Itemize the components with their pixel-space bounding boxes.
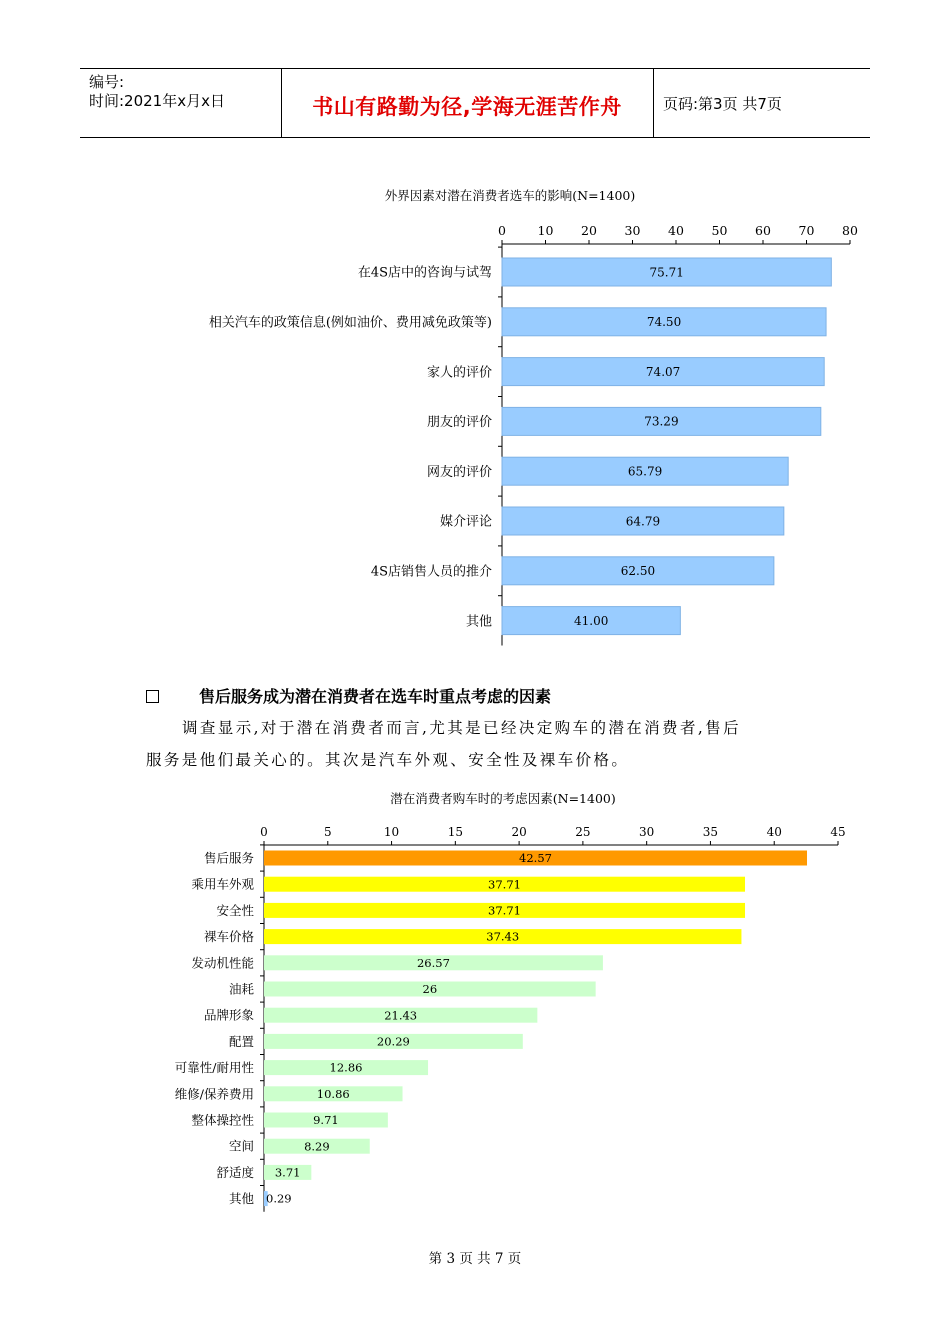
x-tick-label: 45 xyxy=(830,825,846,839)
motto: 书山有路勤为径,学海无涯苦作舟 xyxy=(312,95,622,119)
chart2-title: 潜在消费者购车时的考虑因素(N=1400) xyxy=(390,791,616,806)
chart1-title: 外界因素对潜在消费者选车的影响(N=1400) xyxy=(384,188,636,203)
data-label: 42.57 xyxy=(519,851,552,866)
page-label: 页码:第3页 共7页 xyxy=(663,95,782,113)
section-heading-text: 售后服务成为潜在消费者在选车时重点考虑的因素 xyxy=(199,687,552,706)
data-label: 20.29 xyxy=(376,1034,410,1049)
data-label: 3.71 xyxy=(274,1165,301,1180)
time-label: 时间:2021年x月x日 xyxy=(89,92,225,110)
category-label: 售后服务 xyxy=(203,850,254,866)
data-label: 0.29 xyxy=(266,1191,292,1206)
category-label: 相关汽车的政策信息(例如油价、费用减免政策等) xyxy=(208,315,492,331)
category-label: 维修/保养费用 xyxy=(174,1086,254,1102)
x-tick-label: 20 xyxy=(581,223,597,238)
category-label: 裸车价格 xyxy=(203,929,254,945)
x-tick-label: 30 xyxy=(624,223,641,238)
x-tick-label: 25 xyxy=(575,825,591,839)
number-label: 编号: xyxy=(89,73,125,91)
category-label: 其他 xyxy=(228,1191,254,1207)
category-label: 安全性 xyxy=(216,902,254,918)
category-label: 配置 xyxy=(228,1033,254,1049)
category-label: 发动机性能 xyxy=(191,955,254,971)
data-label: 26.57 xyxy=(416,955,450,970)
category-label: 空间 xyxy=(228,1138,254,1154)
category-label: 乘用车外观 xyxy=(191,876,254,892)
data-label: 75.71 xyxy=(649,265,684,280)
data-label: 65.79 xyxy=(627,464,663,479)
data-label: 62.50 xyxy=(620,564,656,579)
data-label: 73.29 xyxy=(644,414,679,429)
x-tick-label: 0 xyxy=(260,825,268,839)
data-label: 9.71 xyxy=(313,1113,339,1128)
data-label: 37.43 xyxy=(486,929,520,944)
x-tick-label: 80 xyxy=(842,223,858,238)
data-label: 12.86 xyxy=(329,1060,363,1075)
data-label: 26 xyxy=(422,982,438,997)
category-label: 媒介评论 xyxy=(439,514,492,530)
x-tick-label: 35 xyxy=(702,825,719,839)
category-label: 家人的评价 xyxy=(426,365,492,381)
category-label: 其他 xyxy=(465,614,492,630)
data-label: 21.43 xyxy=(384,1008,418,1023)
category-label: 在4S店中的咨询与试驾 xyxy=(357,265,492,281)
x-tick-label: 10 xyxy=(383,825,400,839)
x-tick-label: 30 xyxy=(639,825,655,839)
category-label: 舒适度 xyxy=(216,1164,254,1180)
x-tick-label: 50 xyxy=(711,223,728,238)
data-label: 74.50 xyxy=(646,315,682,330)
data-label: 10.86 xyxy=(316,1086,350,1101)
paragraph-line-2: 服务是他们最关心的。其次是汽车外观、安全性及裸车价格。 xyxy=(146,751,630,769)
data-label: 8.29 xyxy=(304,1139,330,1154)
paragraph-line-1: 调查显示,对于潜在消费者而言,尤其是已经决定购车的潜在消费者,售后 xyxy=(182,719,741,737)
data-label: 41.00 xyxy=(573,613,609,628)
x-tick-label: 70 xyxy=(798,223,815,238)
category-label: 整体操控性 xyxy=(191,1112,254,1128)
category-label: 可靠性/耐用性 xyxy=(174,1060,254,1076)
category-label: 油耗 xyxy=(228,981,254,997)
page-footer: 第 3 页 共 7 页 xyxy=(428,1251,522,1267)
x-tick-label: 60 xyxy=(755,223,771,238)
x-tick-label: 10 xyxy=(537,223,554,238)
x-tick-label: 40 xyxy=(668,223,684,238)
x-tick-label: 20 xyxy=(511,825,527,839)
data-label: 37.71 xyxy=(488,877,521,892)
x-tick-label: 5 xyxy=(323,825,332,839)
data-label: 64.79 xyxy=(625,514,661,529)
x-tick-label: 15 xyxy=(447,825,463,839)
data-label: 74.07 xyxy=(645,364,681,379)
category-label: 网友的评价 xyxy=(426,464,492,480)
category-label: 朋友的评价 xyxy=(426,415,492,431)
category-label: 4S店销售人员的推介 xyxy=(370,564,492,580)
x-tick-label: 40 xyxy=(766,825,782,839)
x-tick-label: 0 xyxy=(498,223,506,238)
data-label: 37.71 xyxy=(488,903,521,918)
category-label: 品牌形象 xyxy=(203,1007,254,1023)
